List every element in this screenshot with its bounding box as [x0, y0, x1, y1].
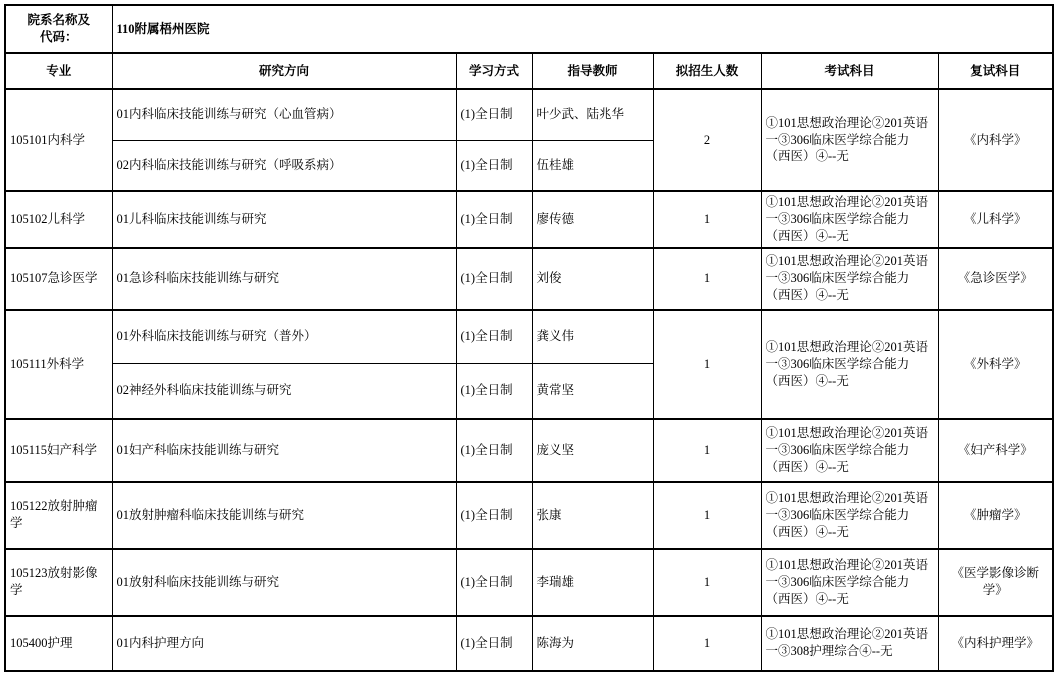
enrollment-cell: 1 — [653, 549, 761, 616]
program-row-105101-dir1 — [5, 89, 1053, 140]
exam-subjects-cell: ①101思想政治理论②201英语一③306临床医学综合能力（西医）④--无 — [761, 191, 938, 248]
dept-label-line1: 院系名称及 — [27, 13, 90, 28]
supervisor-cell: 庞义坚 — [532, 419, 653, 482]
program-row-105102 — [5, 191, 1053, 248]
supervisor-cell: 刘俊 — [532, 248, 653, 310]
study-mode-cell: (1)全日制 — [456, 364, 532, 419]
retest-subjects-cell: 《肿瘤学》 — [938, 482, 1053, 549]
major-cell: 105123放射影像学 — [5, 549, 112, 616]
study-mode-cell: (1)全日制 — [456, 616, 532, 671]
retest-subjects-cell: 《内科学》 — [938, 89, 1053, 191]
enrollment-cell: 1 — [653, 482, 761, 549]
major-cell: 105107急诊医学 — [5, 248, 112, 310]
supervisor-cell: 黄常坚 — [532, 364, 653, 419]
column-header-row — [5, 53, 1053, 89]
admissions-table — [4, 4, 1054, 672]
exam-subjects-cell: ①101思想政治理论②201英语一③306临床医学综合能力（西医）④--无 — [761, 248, 938, 310]
enrollment-cell: 2 — [653, 89, 761, 191]
direction-cell: 01放射科临床技能训练与研究 — [112, 549, 456, 616]
direction-cell: 01外科临床技能训练与研究（普外） — [112, 310, 456, 364]
enrollment-cell: 1 — [653, 248, 761, 310]
supervisor-cell: 伍桂雄 — [532, 140, 653, 191]
enrollment-cell: 1 — [653, 310, 761, 419]
program-row-105122 — [5, 482, 1053, 549]
retest-subjects-cell: 《医学影像诊断学》 — [938, 549, 1053, 616]
dept-value-cell: 110附属梧州医院 — [112, 5, 1053, 53]
exam-subjects-cell: ①101思想政治理论②201英语一③306临床医学综合能力（西医）④--无 — [761, 549, 938, 616]
col-header-major: 专业 — [5, 53, 112, 89]
study-mode-cell: (1)全日制 — [456, 191, 532, 248]
supervisor-cell: 李瑞雄 — [532, 549, 653, 616]
supervisor-cell: 廖传德 — [532, 191, 653, 248]
enrollment-cell: 1 — [653, 419, 761, 482]
study-mode-cell: (1)全日制 — [456, 89, 532, 140]
study-mode-cell: (1)全日制 — [456, 482, 532, 549]
supervisor-cell: 陈海为 — [532, 616, 653, 671]
col-header-direction: 研究方向 — [112, 53, 456, 89]
retest-subjects-cell: 《儿科学》 — [938, 191, 1053, 248]
study-mode-cell: (1)全日制 — [456, 248, 532, 310]
retest-subjects-cell: 《急诊医学》 — [938, 248, 1053, 310]
exam-subjects-cell: ①101思想政治理论②201英语一③306临床医学综合能力（西医）④--无 — [761, 419, 938, 482]
major-cell: 105115妇产科学 — [5, 419, 112, 482]
supervisor-cell: 叶少武、陆兆华 — [532, 89, 653, 140]
direction-cell: 01妇产科临床技能训练与研究 — [112, 419, 456, 482]
program-row-105400 — [5, 616, 1053, 671]
col-header-enrollment: 拟招生人数 — [653, 53, 761, 89]
direction-cell: 02神经外科临床技能训练与研究 — [112, 364, 456, 419]
dept-header-row — [5, 5, 1053, 53]
program-row-105123 — [5, 549, 1053, 616]
major-cell: 105101内科学 — [5, 89, 112, 191]
exam-subjects-cell: ①101思想政治理论②201英语一③306临床医学综合能力（西医）④--无 — [761, 482, 938, 549]
col-header-supervisor: 指导教师 — [532, 53, 653, 89]
col-header-study-mode: 学习方式 — [456, 53, 532, 89]
major-cell: 105111外科学 — [5, 310, 112, 419]
col-header-exam: 考试科目 — [761, 53, 938, 89]
exam-subjects-cell: ①101思想政治理论②201英语一③308护理综合④--无 — [761, 616, 938, 671]
retest-subjects-cell: 《妇产科学》 — [938, 419, 1053, 482]
program-row-105115 — [5, 419, 1053, 482]
direction-cell: 01内科护理方向 — [112, 616, 456, 671]
supervisor-cell: 龚义伟 — [532, 310, 653, 364]
document-page — [0, 4, 1060, 677]
direction-cell: 01急诊科临床技能训练与研究 — [112, 248, 456, 310]
dept-label-cell — [5, 5, 112, 53]
study-mode-cell: (1)全日制 — [456, 310, 532, 364]
direction-cell: 01内科临床技能训练与研究（心血管病） — [112, 89, 456, 140]
exam-subjects-cell: ①101思想政治理论②201英语一③306临床医学综合能力（西医）④--无 — [761, 89, 938, 191]
retest-subjects-cell: 《外科学》 — [938, 310, 1053, 419]
major-cell: 105122放射肿瘤学 — [5, 482, 112, 549]
col-header-retest: 复试科目 — [938, 53, 1053, 89]
study-mode-cell: (1)全日制 — [456, 549, 532, 616]
program-row-105111-dir1 — [5, 310, 1053, 364]
direction-cell: 02内科临床技能训练与研究（呼吸系病） — [112, 140, 456, 191]
enrollment-cell: 1 — [653, 616, 761, 671]
direction-cell: 01放射肿瘤科临床技能训练与研究 — [112, 482, 456, 549]
enrollment-cell: 1 — [653, 191, 761, 248]
dept-label-line2: 代码： — [39, 30, 78, 44]
direction-cell: 01儿科临床技能训练与研究 — [112, 191, 456, 248]
program-row-105107 — [5, 248, 1053, 310]
retest-subjects-cell: 《内科护理学》 — [938, 616, 1053, 671]
major-cell: 105400护理 — [5, 616, 112, 671]
study-mode-cell: (1)全日制 — [456, 419, 532, 482]
major-cell: 105102儿科学 — [5, 191, 112, 248]
study-mode-cell: (1)全日制 — [456, 140, 532, 191]
supervisor-cell: 张康 — [532, 482, 653, 549]
exam-subjects-cell: ①101思想政治理论②201英语一③306临床医学综合能力（西医）④--无 — [761, 310, 938, 419]
